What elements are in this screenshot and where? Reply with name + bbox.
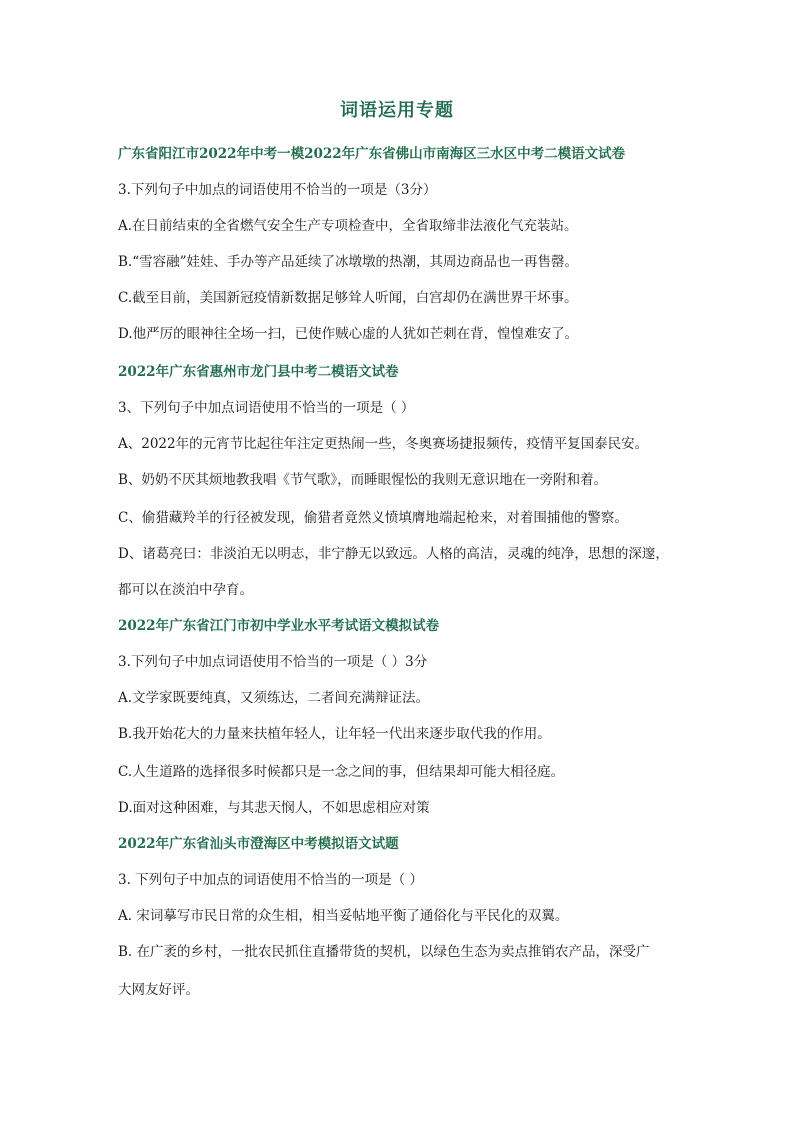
option-d-continued: 都可以在淡泊中孕育。 xyxy=(118,582,253,598)
option-b: B. 在广袤的乡村，一批农民抓住直播带货的契机，以绿色生态为卖点推销农产品，深受广 xyxy=(118,944,650,960)
question-text: 3.下列句子中加点词语使用不恰当的一项是（ ）3分 xyxy=(118,654,428,670)
option-c: C.人生道路的选择很多时候都只是一念之间的事，但结果却可能大相径庭。 xyxy=(118,764,565,780)
page-title: 词语运用专题 xyxy=(340,100,454,121)
option-b: B、奶奶不厌其烦地教我唱《节气歌》，而睡眼惺忪的我则无意识地在一旁附和着。 xyxy=(118,472,608,488)
option-d: D、诸葛亮曰：非淡泊无以明志，非宁静无以致远。人格的高洁，灵魂的纯净，思想的深邃， xyxy=(118,546,669,562)
option-a: A. 宋词摹写市民日常的众生相，相当妥帖地平衡了通俗化与平民化的双翼。 xyxy=(118,908,569,924)
section-source: 广东省阳江市2022年中考一模2022年广东省佛山市南海区三水区中考二模语文试卷 xyxy=(118,146,626,162)
section-source: 2022年广东省江门市初中学业水平考试语文模拟试卷 xyxy=(118,618,440,634)
option-b-continued: 大网友好评。 xyxy=(118,982,199,998)
option-b: B.“雪容融”娃娃、手办等产品延续了冰墩墩的热潮，其周边商品也一再售罄。 xyxy=(118,254,579,270)
question-text: 3、下列句子中加点词语使用不恰当的一项是（ ） xyxy=(118,400,415,416)
option-b: B.我开始花大的力量来扶植年轻人，让年轻一代出来逐步取代我的作用。 xyxy=(118,726,551,742)
option-c: C、偷猎藏羚羊的行径被发现，偷猎者竟然义愤填膺地端起枪来，对着围捕他的警察。 xyxy=(118,510,628,526)
option-a: A.文学家既要纯真，又须练达，二者间充满辩证法。 xyxy=(118,690,430,706)
option-a: A、2022年的元宵节比起往年注定更热闹一些，冬奥赛场捷报频传，疫情平复国泰民安。 xyxy=(118,436,649,452)
question-text: 3. 下列句子中加点的词语使用不恰当的一项是（ ） xyxy=(118,872,423,888)
section-source: 2022年广东省汕头市澄海区中考模拟语文试题 xyxy=(118,836,399,852)
option-d: D.面对这种困难，与其悲天悯人，不如思虑相应对策 xyxy=(118,800,430,816)
option-d: D.他严厉的眼神往全场一扫，已使作贼心虚的人犹如芒刺在背，惶惶难安了。 xyxy=(118,326,579,342)
option-a: A.在日前结束的全省燃气安全生产专项检查中，全省取缔非法液化气充装站。 xyxy=(118,218,578,234)
section-source: 2022年广东省惠州市龙门县中考二模语文试卷 xyxy=(118,364,399,380)
option-c: C.截至目前，美国新冠疫情新数据足够耸人听闻，白宫却仍在满世界干坏事。 xyxy=(118,290,578,306)
question-text: 3.下列句子中加点的词语使用不恰当的一项是（3分） xyxy=(118,182,437,198)
